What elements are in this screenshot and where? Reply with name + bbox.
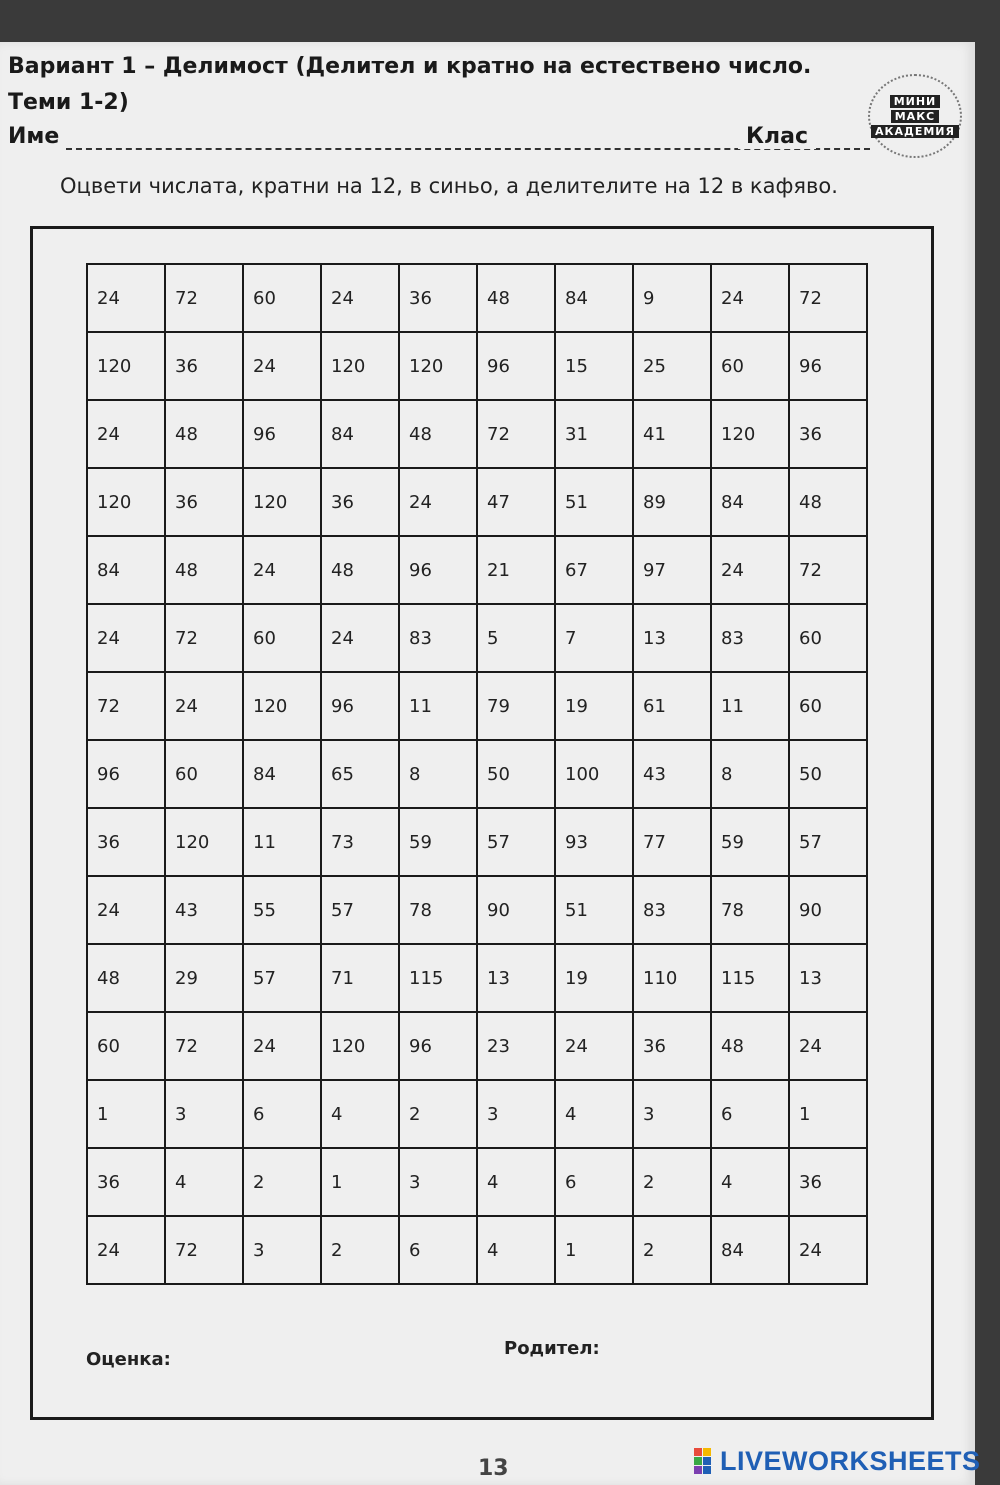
grid-cell[interactable]: 84 (87, 536, 165, 604)
grid-cell[interactable]: 50 (477, 740, 555, 808)
page-number: 13 (478, 1456, 509, 1481)
grid-cell[interactable]: 110 (633, 944, 711, 1012)
grid-row (87, 1012, 867, 1080)
grid-cell[interactable]: 1 (321, 1148, 399, 1216)
grid-cell[interactable]: 72 (165, 1012, 243, 1080)
grid-cell[interactable]: 120 (711, 400, 789, 468)
grid-cell[interactable]: 120 (87, 468, 165, 536)
grid-row (87, 740, 867, 808)
liveworksheets-watermark (694, 1446, 981, 1477)
grid-cell[interactable]: 24 (87, 876, 165, 944)
grid-cell[interactable]: 59 (399, 808, 477, 876)
grid-cell[interactable]: 36 (633, 1012, 711, 1080)
grid-cell[interactable]: 3 (165, 1080, 243, 1148)
grid-cell[interactable]: 60 (789, 672, 867, 740)
grid-cell[interactable]: 13 (477, 944, 555, 1012)
grid-cell[interactable]: 72 (165, 1216, 243, 1284)
grid-cell[interactable]: 2 (243, 1148, 321, 1216)
grid-cell[interactable]: 57 (789, 808, 867, 876)
grid-cell[interactable]: 23 (477, 1012, 555, 1080)
grid-cell[interactable]: 72 (165, 264, 243, 332)
grid-cell[interactable]: 3 (477, 1080, 555, 1148)
liveworksheets-logo-icon (694, 1448, 716, 1476)
grid-row (87, 468, 867, 536)
grade-label: Оценка: (86, 1349, 171, 1370)
grid-cell[interactable]: 9 (633, 264, 711, 332)
grid-cell[interactable]: 96 (321, 672, 399, 740)
grid-cell[interactable]: 24 (555, 1012, 633, 1080)
grid-cell[interactable]: 51 (555, 468, 633, 536)
grid-cell[interactable]: 3 (399, 1148, 477, 1216)
grid-cell[interactable]: 11 (243, 808, 321, 876)
grid-cell[interactable]: 43 (165, 876, 243, 944)
grid-cell[interactable]: 3 (633, 1080, 711, 1148)
grid-cell[interactable]: 29 (165, 944, 243, 1012)
grid-cell[interactable]: 97 (633, 536, 711, 604)
grid-cell[interactable]: 1 (87, 1080, 165, 1148)
grid-cell[interactable]: 4 (165, 1148, 243, 1216)
grid-cell[interactable]: 57 (321, 876, 399, 944)
grid-cell[interactable]: 120 (165, 808, 243, 876)
grid-cell[interactable]: 48 (321, 536, 399, 604)
grid-cell[interactable]: 120 (399, 332, 477, 400)
grid-row (87, 400, 867, 468)
grid-cell[interactable]: 83 (399, 604, 477, 672)
grid-cell[interactable]: 1 (789, 1080, 867, 1148)
grid-cell[interactable]: 73 (321, 808, 399, 876)
grid-cell[interactable]: 31 (555, 400, 633, 468)
grid-cell[interactable]: 61 (633, 672, 711, 740)
grid-cell[interactable]: 120 (87, 332, 165, 400)
grid-cell[interactable]: 60 (243, 264, 321, 332)
grid-cell[interactable]: 57 (243, 944, 321, 1012)
grid-cell[interactable]: 24 (711, 536, 789, 604)
grid-cell[interactable]: 6 (399, 1216, 477, 1284)
grid-cell[interactable]: 2 (399, 1080, 477, 1148)
grid-cell[interactable]: 120 (243, 672, 321, 740)
grid-cell[interactable]: 24 (321, 604, 399, 672)
grid-cell[interactable]: 24 (789, 1012, 867, 1080)
grid-cell[interactable]: 78 (711, 876, 789, 944)
grid-cell[interactable]: 21 (477, 536, 555, 604)
grid-cell[interactable]: 65 (321, 740, 399, 808)
grid-cell[interactable]: 24 (243, 536, 321, 604)
parent-label: Родител: (504, 1338, 600, 1359)
grid-cell[interactable]: 4 (711, 1148, 789, 1216)
grid-cell[interactable]: 24 (789, 1216, 867, 1284)
grid-cell[interactable]: 90 (789, 876, 867, 944)
grid-row (87, 264, 867, 332)
grid-cell[interactable]: 41 (633, 400, 711, 468)
worksheet-title-topics: Теми 1-2) (8, 90, 129, 115)
grid-cell[interactable]: 48 (87, 944, 165, 1012)
grid-cell[interactable]: 83 (711, 604, 789, 672)
grid-cell[interactable]: 5 (477, 604, 555, 672)
grid-cell[interactable]: 78 (399, 876, 477, 944)
grid-cell[interactable]: 48 (165, 400, 243, 468)
grid-cell[interactable]: 48 (711, 1012, 789, 1080)
grid-cell[interactable]: 72 (165, 604, 243, 672)
grid-cell[interactable]: 2 (321, 1216, 399, 1284)
grid-cell[interactable]: 83 (633, 876, 711, 944)
grid-cell[interactable]: 96 (399, 536, 477, 604)
grid-cell[interactable]: 24 (87, 264, 165, 332)
grid-cell[interactable]: 24 (321, 264, 399, 332)
grid-cell[interactable]: 47 (477, 468, 555, 536)
grid-cell[interactable]: 36 (87, 808, 165, 876)
grid-cell[interactable]: 24 (87, 1216, 165, 1284)
grid-cell[interactable]: 2 (633, 1216, 711, 1284)
grid-cell[interactable]: 4 (477, 1216, 555, 1284)
grid-cell[interactable]: 36 (165, 468, 243, 536)
grid-cell[interactable]: 60 (87, 1012, 165, 1080)
grid-cell[interactable]: 60 (789, 604, 867, 672)
grid-row (87, 332, 867, 400)
grid-cell[interactable]: 57 (477, 808, 555, 876)
grid-cell[interactable]: 1 (555, 1216, 633, 1284)
grid-cell[interactable]: 96 (477, 332, 555, 400)
logo-text: МИНИ (890, 95, 941, 108)
grid-cell[interactable]: 24 (165, 672, 243, 740)
number-grid (86, 263, 868, 1285)
grid-cell[interactable]: 120 (321, 332, 399, 400)
watermark-text: LIVEWORKSHEETS (720, 1446, 981, 1476)
grid-cell[interactable]: 36 (87, 1148, 165, 1216)
grid-cell[interactable]: 120 (321, 1012, 399, 1080)
grid-cell[interactable]: 72 (789, 536, 867, 604)
name-label: Име (8, 124, 60, 149)
grid-cell[interactable]: 100 (555, 740, 633, 808)
grid-cell[interactable]: 4 (555, 1080, 633, 1148)
grid-cell[interactable]: 84 (555, 264, 633, 332)
grid-cell[interactable]: 25 (633, 332, 711, 400)
grid-row (87, 1216, 867, 1284)
grid-cell[interactable]: 59 (711, 808, 789, 876)
grid-cell[interactable]: 3 (243, 1216, 321, 1284)
grid-cell[interactable]: 89 (633, 468, 711, 536)
grid-cell[interactable]: 36 (399, 264, 477, 332)
grid-row (87, 876, 867, 944)
grid-cell[interactable]: 48 (165, 536, 243, 604)
grid-cell[interactable]: 115 (711, 944, 789, 1012)
grid-cell[interactable]: 96 (87, 740, 165, 808)
grid-cell[interactable]: 72 (87, 672, 165, 740)
grid-cell[interactable]: 48 (789, 468, 867, 536)
grid-cell[interactable]: 93 (555, 808, 633, 876)
grid-cell[interactable]: 115 (399, 944, 477, 1012)
grid-cell[interactable]: 43 (633, 740, 711, 808)
grid-cell[interactable]: 96 (243, 400, 321, 468)
grid-row (87, 944, 867, 1012)
grid-cell[interactable]: 48 (477, 264, 555, 332)
logo-text: АКАДЕМИЯ (871, 125, 959, 138)
instruction-text: Оцвети числата, кратни на 12, в синьо, а делителите на 12 в кафяво. (60, 174, 838, 198)
grid-cell[interactable]: 6 (555, 1148, 633, 1216)
grid-cell[interactable]: 84 (321, 400, 399, 468)
grid-cell[interactable]: 55 (243, 876, 321, 944)
grid-cell[interactable]: 96 (399, 1012, 477, 1080)
grid-cell[interactable]: 11 (711, 672, 789, 740)
grid-cell[interactable]: 4 (477, 1148, 555, 1216)
grid-cell[interactable]: 84 (243, 740, 321, 808)
grid-cell[interactable]: 36 (165, 332, 243, 400)
grid-cell[interactable]: 2 (633, 1148, 711, 1216)
grid-cell[interactable]: 36 (789, 1148, 867, 1216)
grid-cell[interactable]: 71 (321, 944, 399, 1012)
grid-cell[interactable]: 72 (789, 264, 867, 332)
grid-cell[interactable]: 120 (243, 468, 321, 536)
class-label: Клас (738, 124, 816, 149)
name-class-row (8, 124, 870, 149)
grid-cell[interactable]: 8 (711, 740, 789, 808)
grid-cell[interactable]: 50 (789, 740, 867, 808)
grid-cell[interactable]: 48 (399, 400, 477, 468)
academy-logo (868, 74, 962, 158)
grid-cell[interactable]: 19 (555, 672, 633, 740)
grid-cell[interactable]: 24 (87, 400, 165, 468)
grid-cell[interactable]: 60 (711, 332, 789, 400)
grid-cell[interactable]: 84 (711, 468, 789, 536)
grid-cell[interactable]: 60 (165, 740, 243, 808)
grid-cell[interactable]: 84 (711, 1216, 789, 1284)
grid-cell[interactable]: 60 (243, 604, 321, 672)
grid-cell[interactable]: 13 (789, 944, 867, 1012)
grid-row (87, 604, 867, 672)
grid-cell[interactable]: 24 (711, 264, 789, 332)
grid-cell[interactable]: 79 (477, 672, 555, 740)
worksheet-title: Вариант 1 – Делимост (Делител и кратно на естествено число. (8, 54, 812, 79)
grid-cell[interactable]: 11 (399, 672, 477, 740)
grid-cell[interactable]: 6 (711, 1080, 789, 1148)
grid-cell[interactable]: 24 (399, 468, 477, 536)
grid-cell[interactable]: 19 (555, 944, 633, 1012)
grid-cell[interactable]: 24 (243, 332, 321, 400)
grid-cell[interactable]: 51 (555, 876, 633, 944)
grid-cell[interactable]: 7 (555, 604, 633, 672)
grid-row (87, 1080, 867, 1148)
grid-cell[interactable]: 90 (477, 876, 555, 944)
grid-cell[interactable]: 36 (321, 468, 399, 536)
grid-cell[interactable]: 8 (399, 740, 477, 808)
grid-cell[interactable]: 72 (477, 400, 555, 468)
grid-cell[interactable]: 96 (789, 332, 867, 400)
grid-cell[interactable]: 67 (555, 536, 633, 604)
grid-row (87, 1148, 867, 1216)
grid-cell[interactable]: 13 (633, 604, 711, 672)
grid-cell[interactable]: 77 (633, 808, 711, 876)
grid-row (87, 808, 867, 876)
grid-cell[interactable]: 6 (243, 1080, 321, 1148)
grid-cell[interactable]: 4 (321, 1080, 399, 1148)
grid-row (87, 536, 867, 604)
grid-cell[interactable]: 15 (555, 332, 633, 400)
logo-text: МАКС (891, 110, 940, 123)
grid-cell[interactable]: 36 (789, 400, 867, 468)
grid-cell[interactable]: 24 (243, 1012, 321, 1080)
grid-row (87, 672, 867, 740)
grid-cell[interactable]: 24 (87, 604, 165, 672)
